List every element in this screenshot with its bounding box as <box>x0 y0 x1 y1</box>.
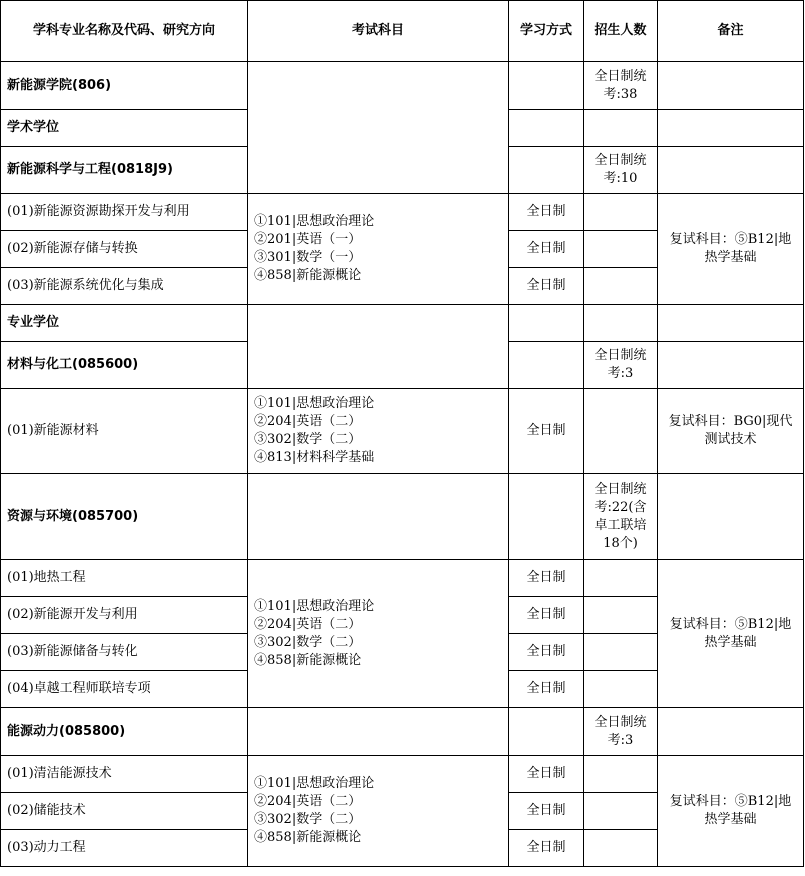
direction-name: (01)清洁能源技术 <box>1 756 248 793</box>
notes-cell: 复试科目：⑤B12|地热学基础 <box>658 756 804 867</box>
empty-cell <box>509 305 584 342</box>
header-notes: 备注 <box>658 1 804 62</box>
subject-item: ②204|英语（二） <box>254 616 362 632</box>
notes-cell: 复试科目：⑤B12|地热学基础 <box>658 194 804 305</box>
header-subjects: 考试科目 <box>248 1 509 62</box>
empty-cell <box>584 671 658 708</box>
subject-item: ③301|数学（一） <box>254 250 362 265</box>
empty-cell <box>658 474 804 560</box>
subject-item: ④858|新能源概论 <box>254 268 362 283</box>
subject-item: ②204|英语（二） <box>254 414 362 429</box>
empty-cell <box>248 62 509 194</box>
notes-cell: 复试科目：⑤B12|地热学基础 <box>658 560 804 708</box>
empty-cell <box>658 110 804 147</box>
exam-subjects <box>248 389 509 474</box>
empty-cell <box>509 342 584 389</box>
table-row <box>1 708 804 756</box>
quota-cell: 全日制统考:22(含卓工联培18个) <box>584 474 658 560</box>
major-name: 能源动力(085800) <box>1 708 248 756</box>
exam-subjects <box>248 560 509 708</box>
header-mode: 学习方式 <box>509 1 584 62</box>
empty-cell <box>584 756 658 793</box>
major-name: 资源与环境(085700) <box>1 474 248 560</box>
empty-cell <box>509 147 584 194</box>
subject-item: ④858|新能源概论 <box>254 830 362 845</box>
major-name: 新能源科学与工程(0818J9) <box>1 147 248 194</box>
quota-cell: 全日制统考:3 <box>584 342 658 389</box>
table-row <box>1 194 804 231</box>
header-row <box>1 1 804 62</box>
direction-name: (03)动力工程 <box>1 830 248 867</box>
subject-item: ④858|新能源概论 <box>254 652 362 668</box>
empty-cell <box>658 62 804 110</box>
table-row <box>1 62 804 110</box>
study-mode: 全日制 <box>509 194 584 231</box>
direction-name: (04)卓越工程师联培专项 <box>1 671 248 708</box>
empty-cell <box>584 830 658 867</box>
study-mode: 全日制 <box>509 231 584 268</box>
study-mode: 全日制 <box>509 560 584 597</box>
exam-subjects <box>248 756 509 867</box>
subject-item: ①101|思想政治理论 <box>254 598 375 614</box>
subject-item: ①101|思想政治理论 <box>254 776 375 791</box>
header-major: 学科专业名称及代码、研究方向 <box>1 1 248 62</box>
direction-name: (03)新能源储备与转化 <box>1 634 248 671</box>
direction-name: (02)新能源开发与利用 <box>1 597 248 634</box>
empty-cell <box>584 634 658 671</box>
study-mode: 全日制 <box>509 634 584 671</box>
empty-cell <box>584 305 658 342</box>
empty-cell <box>584 389 658 474</box>
direction-name: (01)地热工程 <box>1 560 248 597</box>
empty-cell <box>658 147 804 194</box>
study-mode: 全日制 <box>509 389 584 474</box>
direction-name: (03)新能源系统优化与集成 <box>1 268 248 305</box>
major-name: 材料与化工(085600) <box>1 342 248 389</box>
empty-cell <box>584 110 658 147</box>
study-mode: 全日制 <box>509 793 584 830</box>
study-mode: 全日制 <box>509 671 584 708</box>
direction-name: (02)新能源存储与转换 <box>1 231 248 268</box>
quota-cell: 全日制统考:3 <box>584 708 658 756</box>
empty-cell <box>509 62 584 110</box>
direction-name: (02)储能技术 <box>1 793 248 830</box>
empty-cell <box>584 231 658 268</box>
empty-cell <box>584 194 658 231</box>
degree-type: 学术学位 <box>1 110 248 147</box>
notes-cell: 复试科目：BG0|现代测试技术 <box>658 389 804 474</box>
table-row <box>1 305 804 342</box>
subject-item: ②204|英语（二） <box>254 794 362 809</box>
subject-item: ③302|数学（二） <box>254 634 362 650</box>
exam-subjects <box>248 194 509 305</box>
subject-item: ④813|材料科学基础 <box>254 450 375 465</box>
study-mode: 全日制 <box>509 756 584 793</box>
table-row <box>1 474 804 560</box>
study-mode: 全日制 <box>509 268 584 305</box>
degree-type: 专业学位 <box>1 305 248 342</box>
subject-item: ②201|英语（一） <box>254 232 362 247</box>
empty-cell <box>658 342 804 389</box>
empty-cell <box>248 708 509 756</box>
empty-cell <box>248 305 509 389</box>
subject-item: ③302|数学（二） <box>254 432 362 447</box>
empty-cell <box>509 110 584 147</box>
table-row <box>1 560 804 597</box>
study-mode: 全日制 <box>509 597 584 634</box>
college-name: 新能源学院(806) <box>1 62 248 110</box>
table-row <box>1 389 804 474</box>
header-quota: 招生人数 <box>584 1 658 62</box>
empty-cell <box>248 474 509 560</box>
subject-item: ③302|数学（二） <box>254 812 362 827</box>
study-mode: 全日制 <box>509 830 584 867</box>
empty-cell <box>509 474 584 560</box>
table-row <box>1 756 804 793</box>
subject-item: ①101|思想政治理论 <box>254 214 375 229</box>
quota-cell: 全日制统考:10 <box>584 147 658 194</box>
direction-name: (01)新能源资源勘探开发与利用 <box>1 194 248 231</box>
direction-name: (01)新能源材料 <box>1 389 248 474</box>
empty-cell <box>658 708 804 756</box>
subject-item: ①101|思想政治理论 <box>254 396 375 411</box>
empty-cell <box>584 268 658 305</box>
empty-cell <box>584 560 658 597</box>
empty-cell <box>584 793 658 830</box>
empty-cell <box>658 305 804 342</box>
empty-cell <box>584 597 658 634</box>
empty-cell <box>509 708 584 756</box>
quota-cell: 全日制统考:38 <box>584 62 658 110</box>
